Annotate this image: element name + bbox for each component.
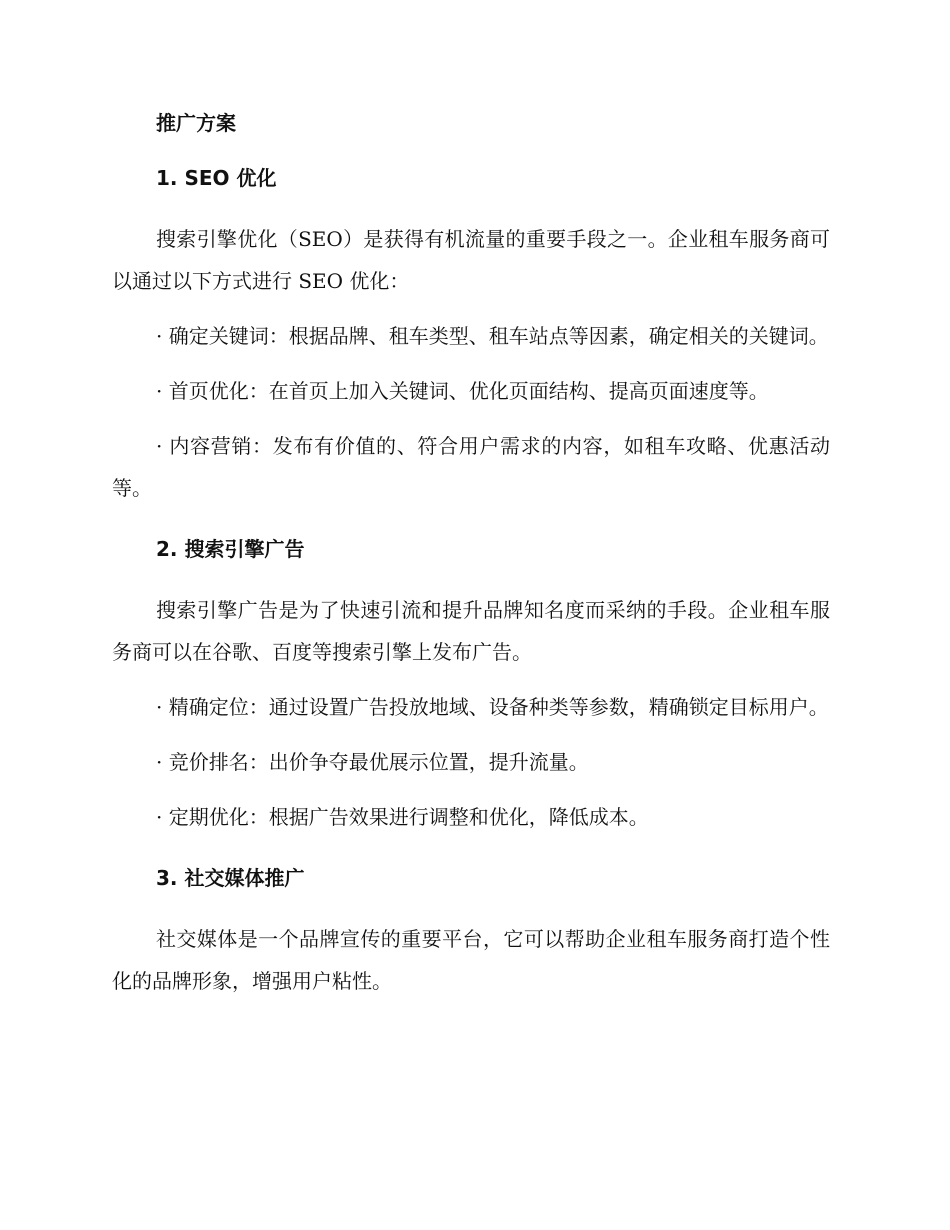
section-1-bullet-2: · 首页优化：在首页上加入关键词、优化页面结构、提高页面速度等。 <box>156 379 769 403</box>
section-3-heading: 3. 社交媒体推广 <box>156 866 305 890</box>
section-1-intro: 搜索引擎优化（SEO）是获得有机流量的重要手段之一。企业租车服务商可以通过以下方式进行 SEO 优化： <box>112 227 830 293</box>
section-1-heading: 1. SEO 优化 <box>156 166 277 190</box>
document-title: 推广方案 <box>156 111 236 135</box>
section-2-bullet-2: · 竞价排名：出价争夺最优展示位置，提升流量。 <box>156 750 589 774</box>
section-1-bullet-1: · 确定关键词：根据品牌、租车类型、租车站点等因素，确定相关的关键词。 <box>156 324 829 348</box>
document-page <box>112 108 830 1002</box>
section-2-bullet-3: · 定期优化：根据广告效果进行调整和优化，降低成本。 <box>156 805 649 829</box>
section-2-intro: 搜索引擎广告是为了快速引流和提升品牌知名度而采纳的手段。企业租车服务商可以在谷歌、百度等搜索引擎上发布广告。 <box>112 598 830 664</box>
section-2-bullet-1: · 精确定位：通过设置广告投放地域、设备种类等参数，精确锁定目标用户。 <box>156 695 829 719</box>
section-2-heading: 2. 搜索引擎广告 <box>156 537 305 561</box>
section-3-intro: 社交媒体是一个品牌宣传的重要平台，它可以帮助企业租车服务商打造个性化的品牌形象，增强用户粘性。 <box>112 927 830 993</box>
section-1-bullet-3: · 内容营销：发布有价值的、符合用户需求的内容，如租车攻略、优惠活动等。 <box>112 434 830 500</box>
